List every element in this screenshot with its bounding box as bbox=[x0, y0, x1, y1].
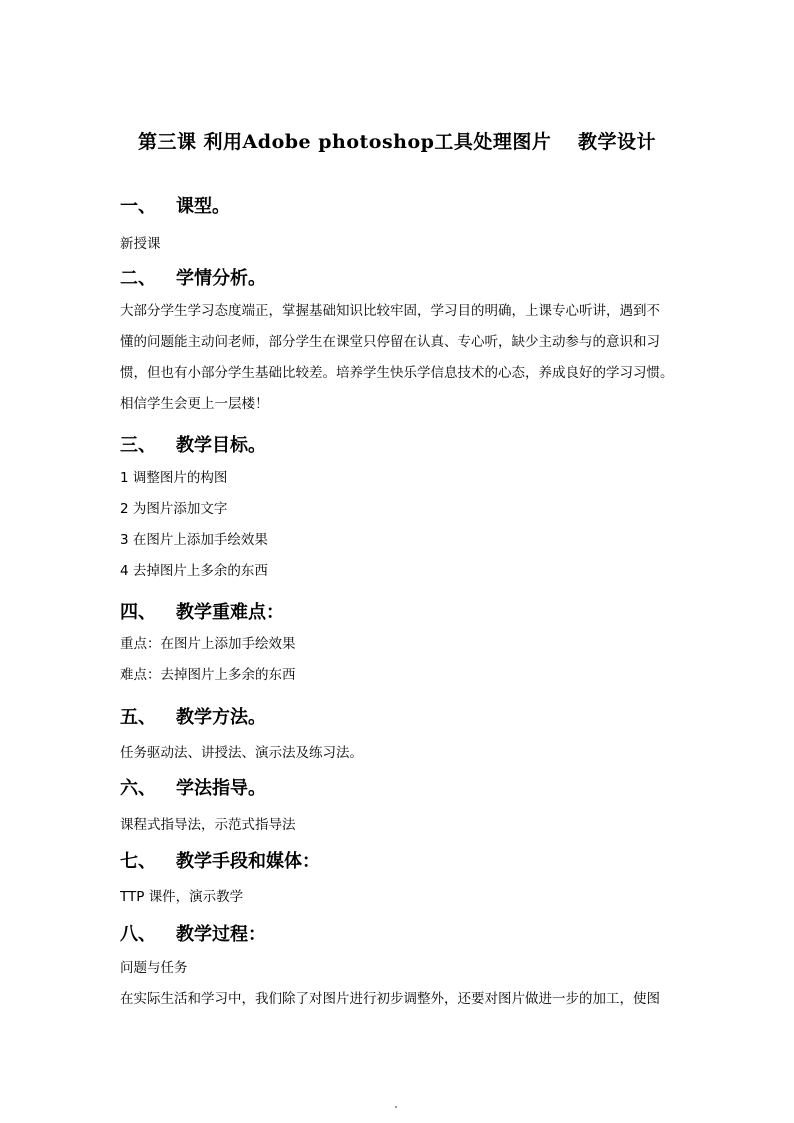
analysis-paragraph bbox=[120, 296, 680, 420]
section-heading-8 bbox=[120, 920, 266, 946]
section-number: 一、 bbox=[120, 196, 156, 217]
objectives-list bbox=[120, 463, 680, 587]
paragraph-line: 在实际生活和学习中，我们除了对图片进行初步调整外，还要对图片做进一步的加工，使图 bbox=[120, 991, 660, 1007]
paragraph-line: 大部分学生学习态度端正，掌握基础知识比较牢固，学习目的明确，上课专心听讲，遇到不 bbox=[120, 303, 660, 319]
section-title: 学法指导。 bbox=[176, 778, 266, 799]
paragraph-line: 相信学生会更上一层楼！ bbox=[120, 396, 269, 412]
section-number: 四、 bbox=[120, 602, 156, 623]
page-footer-mark bbox=[395, 1106, 397, 1108]
section-heading-4 bbox=[120, 598, 284, 624]
section-heading-5 bbox=[120, 703, 266, 729]
section-heading-3 bbox=[120, 431, 266, 457]
media-text: TTP 课件，演示教学 bbox=[120, 889, 244, 905]
learning-guidance-text: 课程式指导法，示范式指导法 bbox=[120, 817, 296, 833]
lesson-type-text: 新授课 bbox=[120, 236, 161, 252]
key-point-text: 重点：在图片上添加手绘效果 bbox=[120, 636, 296, 652]
section-title: 课型。 bbox=[176, 196, 230, 217]
section-title: 教学重难点： bbox=[176, 602, 284, 623]
difficult-point-text: 难点：去掉图片上多余的东西 bbox=[120, 667, 296, 683]
section-title: 教学过程： bbox=[176, 924, 266, 945]
section-title: 学情分析。 bbox=[176, 268, 266, 289]
section-title: 教学目标。 bbox=[176, 435, 266, 456]
key-points bbox=[120, 629, 680, 691]
document-title: 第三课 利用Adobe photoshop工具处理图片 教学设计 bbox=[137, 131, 657, 153]
section-number: 七、 bbox=[120, 851, 156, 872]
section-title: 教学手段和媒体： bbox=[176, 851, 320, 872]
section-number: 五、 bbox=[120, 707, 156, 728]
list-item: 3 在图片上添加手绘效果 bbox=[120, 532, 268, 548]
section-number: 六、 bbox=[120, 778, 156, 799]
section-title: 教学方法。 bbox=[176, 707, 266, 728]
section-heading-2 bbox=[120, 264, 266, 290]
process-paragraph bbox=[120, 953, 680, 1015]
section-heading-7 bbox=[120, 847, 320, 873]
section-number: 三、 bbox=[120, 435, 156, 456]
process-subtitle: 问题与任务 bbox=[120, 960, 188, 976]
section-heading-1 bbox=[120, 192, 230, 218]
list-item: 1 调整图片的构图 bbox=[120, 470, 228, 486]
paragraph-line: 惯，但也有小部分学生基础比较差。培养学生快乐学信息技术的心态，养成良好的学习习惯。 bbox=[120, 365, 674, 381]
section-number: 二、 bbox=[120, 268, 156, 289]
section-heading-6 bbox=[120, 774, 266, 800]
section-number: 八、 bbox=[120, 924, 156, 945]
methods-text: 任务驱动法、讲授法、演示法及练习法。 bbox=[120, 745, 363, 761]
paragraph-line: 懂的问题能主动问老师，部分学生在课堂只停留在认真、专心听，缺少主动参与的意识和习 bbox=[120, 334, 660, 350]
list-item: 4 去掉图片上多余的东西 bbox=[120, 563, 268, 579]
list-item: 2 为图片添加文字 bbox=[120, 501, 228, 517]
